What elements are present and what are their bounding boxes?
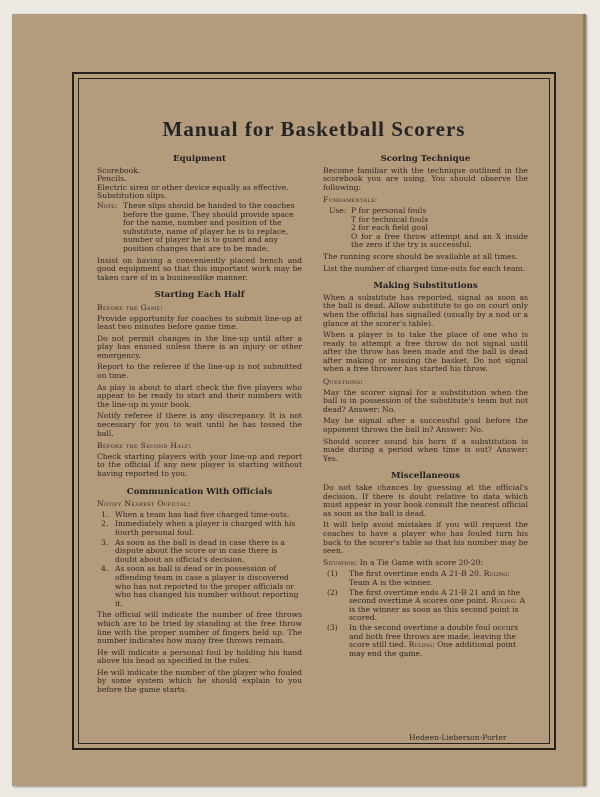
starting-paragraph: Do not permit changes in the line-up until after a play has ensued unless there is an injury or other emergency. [97, 333, 302, 360]
questions-label: Questions: [323, 377, 364, 387]
situation-text: In a Tie Game with score 20-20: [359, 557, 484, 567]
question-paragraph: May he signal after a successful goal before the opponent throws the ball in? Answer: No. [323, 416, 528, 435]
question-paragraph: Should scorer sound his horn if a substitution is made during a period when time is out? Answer: Yes. [323, 436, 528, 463]
miscellaneous-heading: Miscellaneous [391, 471, 460, 482]
communication-section [97, 488, 302, 695]
scoring-section [323, 155, 528, 273]
equipment-note [97, 202, 302, 254]
communication-paragraph: He will indicate a personal foul by holding his hand above his head as specified in the rules. [97, 647, 302, 666]
list-item [97, 539, 302, 565]
ruling-label: Ruling: [491, 596, 518, 606]
equipment-item: Substitution slips. [97, 191, 167, 201]
second-half-label: Before the Second Half: [97, 441, 192, 451]
fundamental-item: T for technical fouls [351, 214, 429, 224]
scoring-heading: Scoring Technique [380, 154, 471, 164]
tie-game-cases [323, 570, 528, 658]
ruling-label: Ruling: [408, 640, 435, 650]
starting-heading: Starting Each Half [154, 290, 245, 301]
fundamental-item: P for personal fouls [351, 205, 427, 215]
page-title: Manual for Basketball Scorers [162, 117, 466, 141]
second-half-paragraph: Check starting players with your line-up and report to the official if any new player is starting without having reported to you. [97, 451, 302, 478]
scoring-paragraph: List the number of charged time-outs for each team. [323, 263, 526, 273]
case-number: (1) [327, 569, 338, 579]
starting-paragraph: As play is about to start check the five players who appear to be ready to start and their numbers with the line-up in your book. [97, 382, 302, 409]
case-description: In the second overtime a double foul occurs and both free throws are made, leaving the score still tied. [349, 622, 519, 650]
situation-label: Situation: [323, 557, 358, 567]
list-item-text: Immediately when a player is charged with his fourth personal foul. [115, 519, 296, 537]
substitutions-paragraph: When a player is to take the place of one who is ready to attempt a free throw do not signal until after the throw has been made and the ball is dead after making or missing the basket. Do not signal when a free thrower has started his throw. [323, 330, 528, 374]
communication-paragraph: The official will indicate the number of free throws which are to be tried by standing at the free throw line with the proper number of fingers held up. The number indicates how many free throws remain. [97, 610, 302, 646]
equipment-heading: Equipment [173, 154, 226, 164]
fundamentals-items [351, 207, 528, 250]
equipment-item: Scorebook. [97, 165, 141, 175]
case-text [341, 624, 528, 658]
list-item [323, 570, 528, 587]
left-column [97, 155, 302, 698]
substitutions-heading: Making Substitutions [373, 281, 478, 292]
situation-line [323, 559, 528, 568]
list-item [97, 511, 302, 520]
fundamental-item: O for a free throw attempt and an X inside the zero if the try is successful. [351, 231, 528, 250]
scoring-intro: Become familiar with the technique outlined in the scorebook you are using. You should observe the following: [323, 165, 528, 192]
list-item-number: 1. [101, 509, 109, 519]
right-column [323, 155, 528, 661]
substitutions-section [323, 282, 528, 463]
case-number: (2) [327, 587, 338, 597]
starting-section [97, 291, 302, 478]
case-description: The first overtime ends A 21-B 21 and in the second overtime A scores one point. [349, 587, 521, 606]
case-description: The first overtime ends A 21-B 20. [349, 569, 482, 579]
ruling-text: Team A is the winner. [349, 577, 433, 587]
list-item [97, 565, 302, 608]
starting-paragraph: Notify referee if there is any discrepancy. It is not necessary for you to wait until he has tossed the ball. [97, 411, 302, 438]
document-page [12, 14, 586, 786]
notify-list [97, 511, 302, 609]
equipment-section [97, 155, 302, 282]
list-item-text: As soon as the ball is dead in case there is a dispute about the score or in case there is doubt about an official's decision. [115, 537, 285, 564]
ruling-text: One additional point may end the game. [349, 640, 516, 658]
ruling-label: Ruling: [483, 569, 510, 579]
fundamentals-list [323, 207, 528, 250]
list-item-number: 4. [101, 564, 109, 574]
equipment-item: Electric siren or other device equally as effective. [97, 182, 289, 192]
scoring-paragraph: The running score should be available at all times. [323, 251, 518, 261]
list-item [97, 520, 302, 537]
author-signature: Hedeen-Lieberson-Porter [409, 733, 507, 742]
equipment-item: Pencils. [97, 174, 127, 184]
notify-official-label: Notify Nearest Official: [97, 499, 191, 509]
case-number: (3) [327, 622, 338, 632]
list-item-text: As soon as ball is dead or in possession of offending team in case a player is discovered who has not reported to the proper officials or who has changed his number without reporting it. [115, 564, 299, 608]
case-text [341, 570, 528, 587]
inner-border [78, 78, 550, 744]
equipment-insist-paragraph: Insist on having a conveniently placed bench and good equipment so that this important work may be taken care of in a businesslike manner. [97, 255, 302, 282]
list-item [323, 589, 528, 623]
note-text: These slips should be handed to the coaches before the game. They should provide space for the name, number and position of the substitute, name of player he is to replace, number of player he is to guard and any position changes that are to be made. [123, 200, 295, 253]
starting-paragraph: Report to the referee if the line-up is not submitted on time. [97, 362, 302, 381]
fundamentals-label: Fundamentals: [323, 195, 378, 205]
case-text [341, 589, 528, 623]
miscellaneous-paragraph: Do not take chances by guessing at the official's decision. If there is doubt relative to data which must appear in your book consult the nearest official as soon as the ball is dead. [323, 483, 528, 518]
communication-heading: Communication With Officials [126, 486, 273, 497]
note-label: Note: [97, 200, 118, 210]
before-game-label: Before the Game: [97, 302, 164, 312]
list-item-text: When a team has had five charged time-outs. [115, 509, 290, 519]
miscellaneous-paragraph: It will help avoid mistakes if you will request the coaches to have a player who has fouled turn his back to the scorer's table so that his number may be seen. [323, 520, 528, 556]
substitutions-paragraph: When a substitute has reported, signal as soon as the ball is dead. Allow substitute to go on court only when the official has signalled (usually by a nod or a glance at the scorer's table). [323, 292, 528, 328]
list-item-number: 3. [101, 537, 109, 547]
fundamental-item: 2 for each field goal [351, 223, 428, 233]
ruling-text: A is the winner as soon as this second point is scored. [349, 596, 526, 623]
page-edge-shadow [583, 14, 586, 786]
question-paragraph: May the scorer signal for a substitution when the ball is in possession of the substitute's team but not dead? Answer: No. [323, 387, 528, 414]
miscellaneous-section [323, 472, 528, 658]
starting-paragraph: Provide opportunity for coaches to submit line-up at least two minutes before game time. [97, 313, 302, 332]
use-label: Use: [329, 205, 347, 215]
double-border-frame [72, 72, 556, 750]
list-item [323, 624, 528, 658]
list-item-number: 2. [101, 519, 109, 529]
communication-paragraph: He will indicate the number of the player who fouled by some system which he should explain to you before the game starts. [97, 667, 302, 695]
